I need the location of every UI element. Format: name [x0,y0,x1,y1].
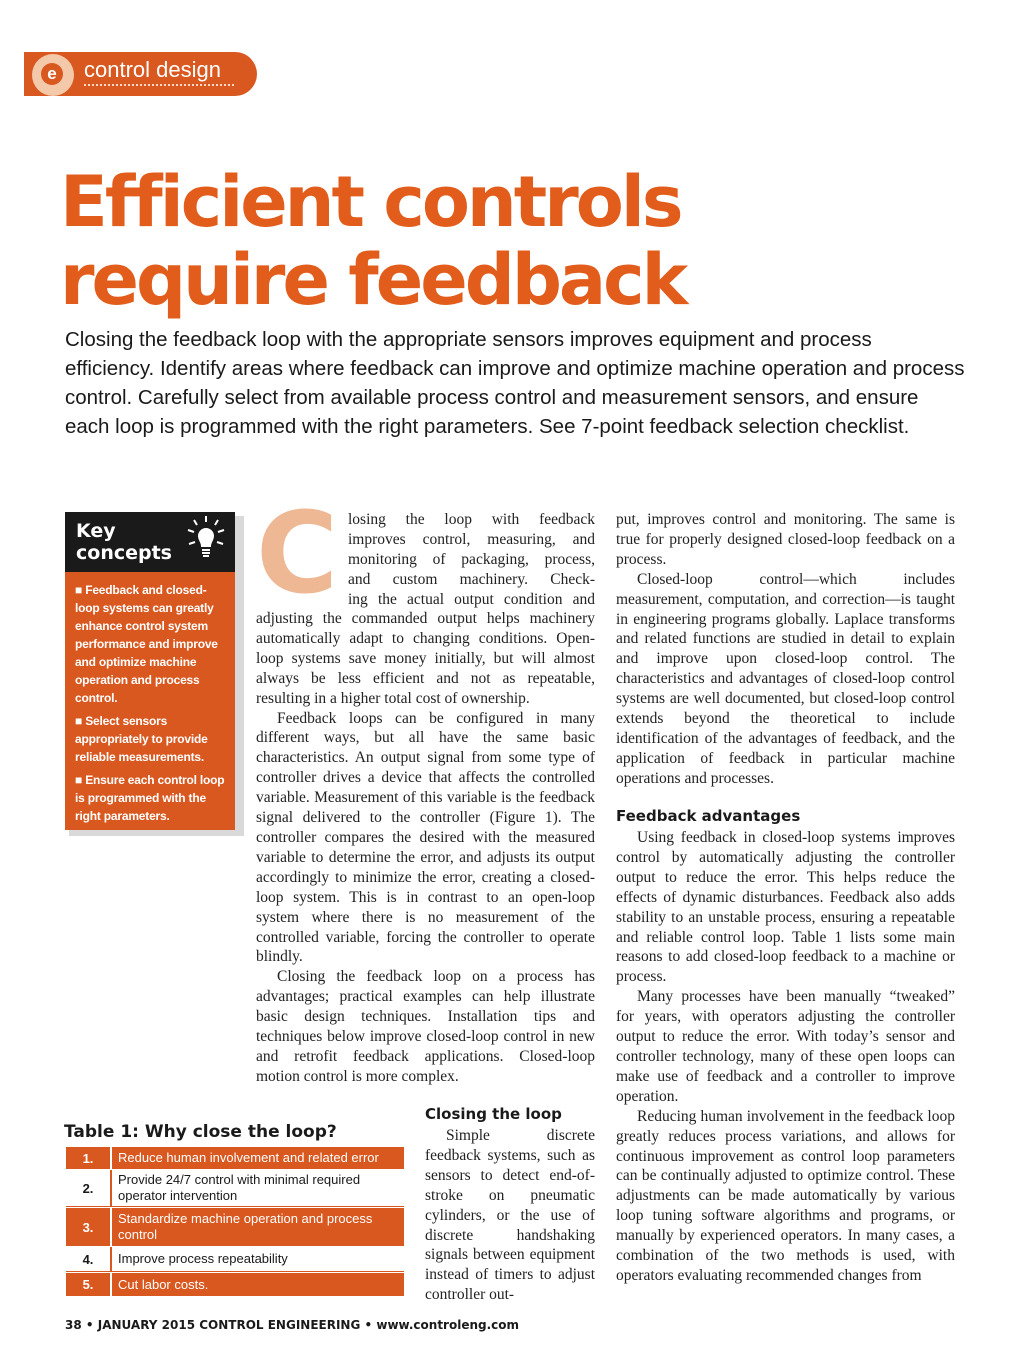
body-column-3-bottom [616,828,955,1286]
intro-dropcap-lines: losing the loop with feedback improves control, measuring, and monitoring of packaging, process, and custom machinery. Check- ing the actual output condition and [348,511,595,608]
row-number: 5. [82,1277,94,1292]
table-row [66,1272,404,1296]
row-text: Cut labor costs. [110,1273,404,1296]
table-title: Table 1: Why close the loop? [64,1122,337,1142]
section-logo-letter: e [41,63,63,85]
drop-cap: C [256,489,339,619]
row-number: 1. [82,1150,94,1166]
paragraph: Closing the feedback loop on a process has advantages; practical examples can help illustrate basic design techniques. Installation tips and techniques below improve closed-loop control in new and retrofit feedback applications. Closed-loop motion control is more complex. [256,968,595,1085]
key-concept-bullet-3: ■ Ensure each control loop is programmed with the right parameters. [75,773,225,823]
table-row [66,1169,404,1207]
key-concept-bullet-1: ■ Feedback and closed-loop systems can greatly enhance control system performance and improve and optimize machine operation and process control. [75,583,218,705]
headline-line-1: Efficient controls [60,161,681,243]
headline-line-2: require feedback [60,239,686,321]
feedback-advantages-heading: Feedback advantages [616,807,801,825]
paragraph: adjusting the commanded output helps machinery automatically adapt to changing conditions. Open-loop systems save money initially, but will almost always be less efficient and not as repeatable, resulting in a higher total cost of ownership. [256,610,595,707]
body-column-1 [256,609,595,1087]
why-close-loop-table [66,1146,404,1296]
issue-label: JANUARY 2015 CONTROL ENGINEERING [97,1318,361,1332]
row-text: Reduce human involvement and related error [110,1147,404,1169]
row-text: Improve process repeatability [110,1247,404,1271]
lightbulb-icon [186,514,226,566]
key-concept-bullet-2: ■ Select sensors appropriately to provide reliable measurements. [75,714,208,764]
row-text: Standardize machine operation and process control [110,1208,404,1246]
deck: Closing the feedback loop with the appropriate sensors improves equipment and process efficiency. Identify areas where feedback can improve and optimize machine operation and process control. Carefully select from available process control and measurement sensors, and ensure each loop is programmed with the right parameters. See 7-point feedback selection checklist. [65,328,965,438]
body-column-3-top [616,510,955,789]
table-row [66,1246,404,1272]
footer-url[interactable]: www.controleng.com [376,1318,520,1332]
row-number: 4. [82,1251,94,1267]
page-footer: 38 • JANUARY 2015 CONTROL ENGINEERING • www.controleng.com [65,1318,520,1332]
closing-loop-text: Simple discrete feedback systems, such as sensors to detect end-of-stroke on pneumatic cylinders, or the use of discrete handshaking signals between equipment instead of timers to adjust controller out- [425,1127,595,1304]
table-row [66,1207,404,1246]
paragraph: Reducing human involvement in the feedback loop greatly reduces process variations, and allows for continuous improvement as control loop parameters can be continually adjusted to optimize control. These adjustments can be made automatically by various loop tuning software algorithms and programs, or manually by experienced operators. In many cases, a combination of the two methods is used, with operators evaluating recommended changes from [616,1107,955,1284]
page-number: 38 [65,1318,82,1332]
row-text: Provide 24/7 control with minimal required operator intervention [110,1170,404,1206]
section-divider [84,84,234,86]
paragraph: Feedback loops can be configured in many different ways, but all have the same basic characteristics. An output signal from some type of controller drives a device that affects the controlled variable. Measurement of this variable is the feedback signal delivered to the controller (Figure 1). The controller compares the desired with the measured variable to determine the error, and adjusts its output accordingly to minimize the error, creating a closed-loop system. This is in contrast to an open-loop system where there is no measurement of the controlled variable, forcing the controller to operate blindly. [256,709,595,966]
row-number: 3. [82,1219,94,1235]
paragraph: Many processes have been manually “tweaked” for years, with operators adjusting the controller output to reduce the error. With today’s sensor and controller technology, many of these open loops can make use of feedback and a controller to improve operation. [616,988,955,1105]
closing-loop-heading: Closing the loop [425,1105,562,1123]
table-row [66,1146,404,1169]
paragraph: put, improves control and monitoring. The same is true for properly designed closed-loop feedback on a process. [616,511,955,568]
paragraph: Using feedback in closed-loop systems improves control by automatically adjusting the controller output to reduce the error. This helps reduce the effects of dynamic disturbances. Feedback also adds stability to an unstable process, ensuring a repeatable and reliable control loop. Table 1 lists some main reasons to add closed-loop feedback to a machine or process. [616,829,955,986]
key-concepts-title: Key concepts [76,520,172,564]
row-number: 2. [82,1180,94,1196]
paragraph: Closed-loop control—which includes measurement, computation, and correction—is taught in engineering programs globally. Laplace transforms and related functions are studied in detail to explain and improve upon closed-loop control. The characteristics and advantages of closed-loop control systems are well documented, but closed-loop control extends beyond the theoretical to include identification of the advantages of feedback, and the application of feedback in particular machine operations and processes. [616,570,955,787]
section-label: control design [84,57,221,82]
